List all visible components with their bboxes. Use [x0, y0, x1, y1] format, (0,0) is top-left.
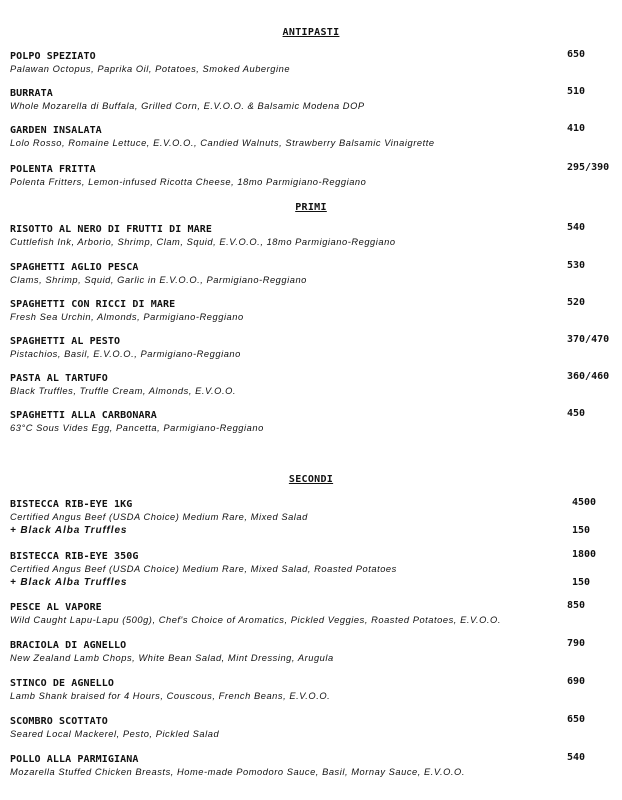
menu-item-description: Mozarella Stuffed Chicken Breasts, Home-made Pomodoro Sauce, Basil, Mornay Sauce, E.V.O.O. — [10, 767, 465, 777]
menu-item-price: 450 — [567, 408, 586, 419]
menu-item-price: 295/390 — [567, 162, 610, 173]
menu-item-price: 370/470 — [567, 334, 610, 345]
menu-item-description: Lamb Shank braised for 4 Hours, Couscous, French Beans, E.V.O.O. — [10, 691, 331, 701]
menu-item-name: BISTECCA RIB-EYE 350G — [10, 551, 139, 562]
menu-item-name: SPAGHETTI AGLIO PESCA — [10, 262, 139, 273]
menu-item-name: SPAGHETTI ALLA CARBONARA — [10, 410, 157, 421]
menu-item-description: Lolo Rosso, Romaine Lettuce, E.V.O.O., Candied Walnuts, Strawberry Balsamic Vinaigrette — [10, 138, 435, 148]
menu-item-name: SPAGHETTI CON RICCI DI MARE — [10, 299, 176, 310]
menu-item-description: Black Truffles, Truffle Cream, Almonds, E.V.O.O. — [10, 386, 236, 396]
menu-item-addon-price: 150 — [572, 577, 591, 588]
menu-item-description: Fresh Sea Urchin, Almonds, Parmigiano-Reggiano — [10, 312, 244, 322]
menu-item-description: Cuttlefish Ink, Arborio, Shrimp, Clam, Squid, E.V.O.O., 18mo Parmigiano-Reggiano — [10, 237, 396, 247]
menu-item-price: 690 — [567, 676, 586, 687]
menu-item-name: PESCE AL VAPORE — [10, 602, 102, 613]
menu-item-price: 1800 — [572, 549, 597, 560]
menu-item-description: Seared Local Mackerel, Pesto, Pickled Salad — [10, 729, 220, 739]
menu-item-name: BRACIOLA DI AGNELLO — [10, 640, 127, 651]
menu-item-description: Palawan Octopus, Paprika Oil, Potatoes, Smoked Aubergine — [10, 64, 291, 74]
menu-item-description: Certified Angus Beef (USDA Choice) Medium Rare, Mixed Salad — [10, 512, 308, 522]
menu-item-price: 530 — [567, 260, 586, 271]
menu-item-name: POLPO SPEZIATO — [10, 51, 96, 62]
menu-item-name: POLLO ALLA PARMIGIANA — [10, 754, 139, 765]
menu-item-price: 540 — [567, 222, 586, 233]
menu-item-price: 650 — [567, 714, 586, 725]
menu-item-description: Whole Mozarella di Buffala, Grilled Corn, E.V.O.O. & Balsamic Modena DOP — [10, 101, 365, 111]
menu-item-price: 4500 — [572, 497, 597, 508]
menu-item-name: SPAGHETTI AL PESTO — [10, 336, 121, 347]
section-title-secondi: SECONDI — [288, 474, 334, 485]
menu-item-price: 650 — [567, 49, 586, 60]
menu-item-description: Wild Caught Lapu-Lapu (500g), Chef's Choice of Aromatics, Pickled Veggies, Roasted Potatoes, E.V.O.O. — [10, 615, 501, 625]
menu-item-name: GARDEN INSALATA — [10, 125, 102, 136]
menu-item-price: 360/460 — [567, 371, 610, 382]
menu-item-name: BURRATA — [10, 88, 53, 99]
menu-item-name: STINCO DE AGNELLO — [10, 678, 115, 689]
menu-item-price: 790 — [567, 638, 586, 649]
menu-item-addon: + Black Alba Truffles — [10, 525, 128, 536]
section-title-antipasti: ANTIPASTI — [282, 27, 340, 38]
menu-item-description: New Zealand Lamb Chops, White Bean Salad, Mint Dressing, Arugula — [10, 653, 334, 663]
menu-item-name: BISTECCA RIB-EYE 1KG — [10, 499, 133, 510]
menu-item-description: Clams, Shrimp, Squid, Garlic in E.V.O.O., Parmigiano-Reggiano — [10, 275, 307, 285]
menu-item-name: RISOTTO AL NERO DI FRUTTI DI MARE — [10, 224, 212, 235]
menu-item-price: 850 — [567, 600, 586, 611]
section-title-primi: PRIMI — [295, 202, 327, 213]
menu-item-price: 410 — [567, 123, 586, 134]
menu-item-description: Polenta Fritters, Lemon-infused Ricotta Cheese, 18mo Parmigiano-Reggiano — [10, 177, 367, 187]
menu-item-description: 63°C Sous Vides Egg, Pancetta, Parmigiano-Reggiano — [10, 423, 264, 433]
menu-item-price: 540 — [567, 752, 586, 763]
menu-item-name: POLENTA FRITTA — [10, 164, 96, 175]
menu-item-price: 520 — [567, 297, 586, 308]
menu-item-name: SCOMBRO SCOTTATO — [10, 716, 108, 727]
menu-item-addon: + Black Alba Truffles — [10, 577, 128, 588]
menu-item-name: PASTA AL TARTUFO — [10, 373, 108, 384]
menu-item-description: Pistachios, Basil, E.V.O.O., Parmigiano-Reggiano — [10, 349, 241, 359]
menu-item-price: 510 — [567, 86, 586, 97]
menu-item-addon-price: 150 — [572, 525, 591, 536]
menu-item-description: Certified Angus Beef (USDA Choice) Medium Rare, Mixed Salad, Roasted Potatoes — [10, 564, 397, 574]
